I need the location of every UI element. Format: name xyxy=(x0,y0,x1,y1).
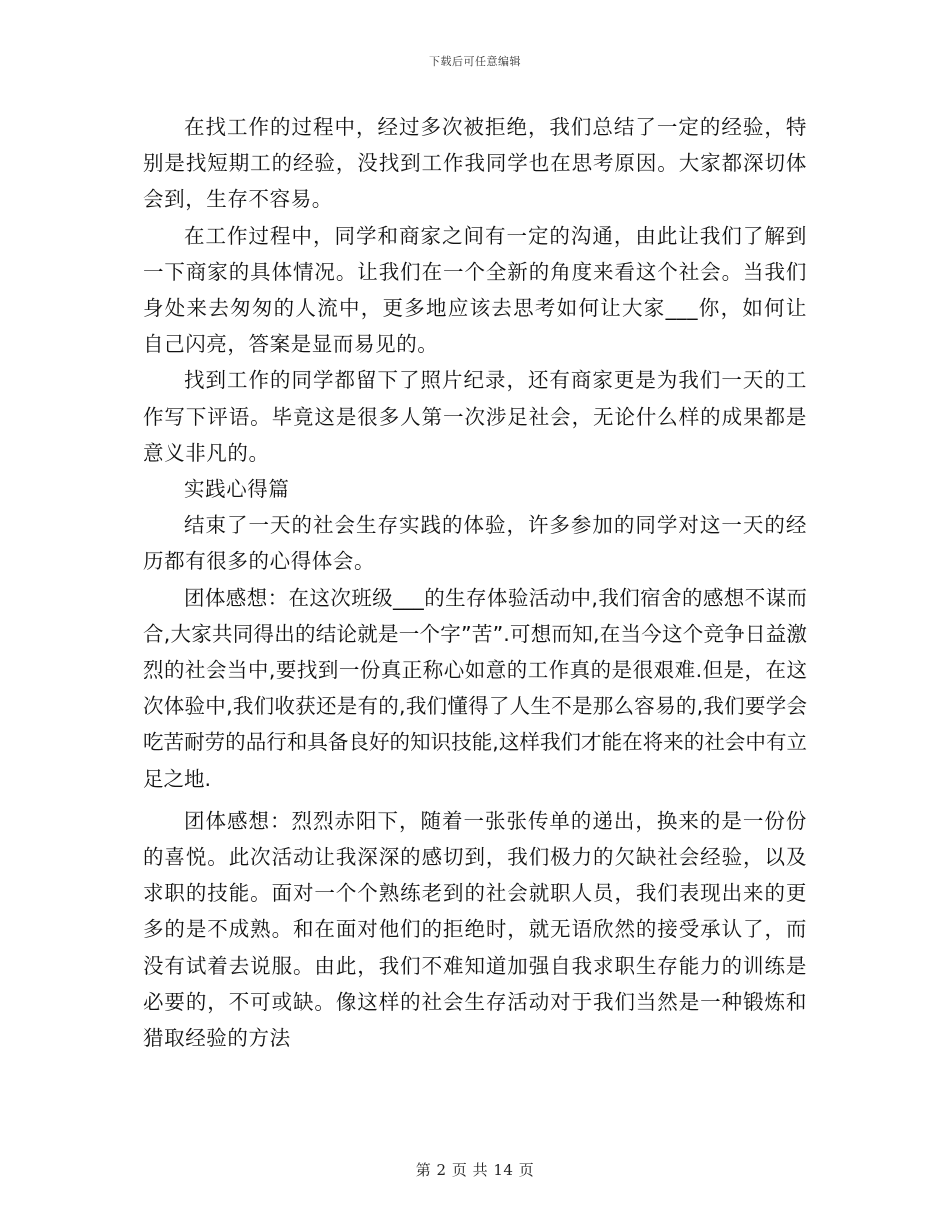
section-heading: 实践心得篇 xyxy=(184,477,290,502)
body-paragraph-2: 在工作过程中，同学和商家之间有一定的沟通，由此让我们了解到一下商家的具体情况。让我们在一个全新的角度来看这个社会。当我们身处来去匆匆的人流中，更多地应该去思考如何让大家___你，如何让自己闪亮，答案是显而易见的。 xyxy=(143,223,807,357)
body-paragraph-1: 在找工作的过程中，经过多次被拒绝，我们总结了一定的经验，特别是找短期工的经验，没找到工作我同学也在思考原因。大家都深切体会到，生存不容易。 xyxy=(143,115,807,212)
body-paragraph-6: 团体感想：烈烈赤阳下，随着一张张传单的递出，换来的是一份份的喜悦。此次活动让我深深的感切到，我们极力的欠缺社会经验，以及求职的技能。面对一个个熟练老到的社会就职人员，我们表现出来的更多的是不成熟。和在面对他们的拒绝时，就无语欣然的接受承认了，而没有试着去说服。由此，我们不难知道加强自我求职生存能力的训练是必要的，不可或缺。像这样的社会生存活动对于我们当然是一种锻炼和猎取经验的方法 xyxy=(143,808,807,1051)
page-header: 下载后可任意编辑 xyxy=(429,55,521,68)
body-paragraph-3: 找到工作的同学都留下了照片纪录，还有商家更是为我们一天的工作写下评语。毕竟这是很多人第一次涉足社会，无论什么样的成果都是意义非凡的。 xyxy=(143,368,807,465)
page-footer: 第 2 页 共 14 页 xyxy=(415,1161,535,1179)
body-paragraph-5: 团体感想：在这次班级___的生存体验活动中,我们宿舍的感想不谋而合,大家共同得出的结论就是一个字”苦”.可想而知,在当今这个竞争日益激烈的社会当中,要找到一份真正称心如意的工作真的是很艰难.但是，在这次体验中,我们收获还是有的,我们懂得了人生不是那么容易的,我们要学会吃苦耐劳的品行和具备良好的知识技能,这样我们才能在将来的社会中有立足之地. xyxy=(143,585,807,791)
body-paragraph-4: 结束了一天的社会生存实践的体验，许多参加的同学对这一天的经历都有很多的心得体会。 xyxy=(143,513,807,574)
document-body xyxy=(143,109,807,1056)
